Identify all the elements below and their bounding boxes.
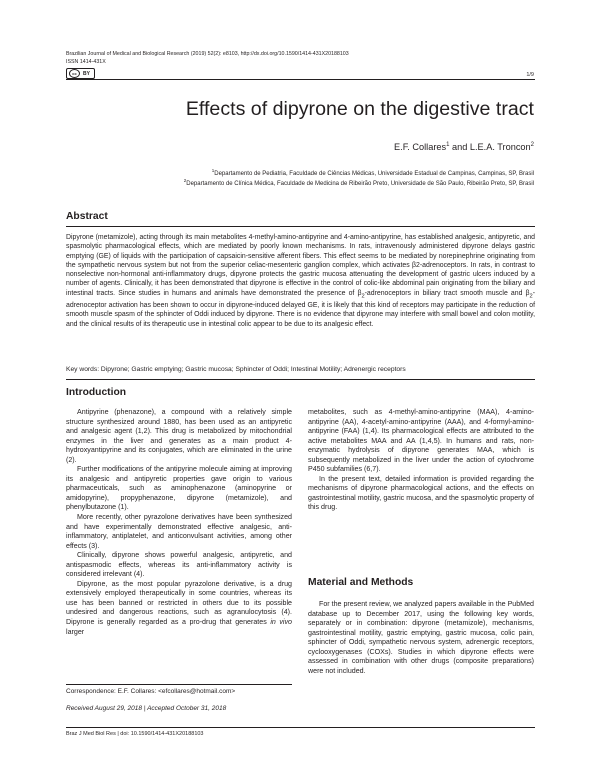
- abstract-divider: [66, 226, 535, 227]
- keywords: Key words: Dipyrone; Gastric emptying; Gastric mucosa; Sphincter of Oddi; Intestinal Motility; Adrenergic receptors: [66, 366, 406, 373]
- introduction-right-column: [308, 408, 534, 513]
- intro-paragraph-2: Further modifications of the antipyrine molecule aiming at improving its analgesic and antipyretic properties gave origin to various pharmaceuticals, such as aminophenazone (aminopyrine or amidopyrine), propyphenazone, dipyrone (metamizole), and phenylbutazone (1).: [66, 465, 292, 512]
- introduction-left-column: [66, 408, 292, 637]
- affiliation-2: [94, 176, 534, 190]
- methods-column: [308, 600, 534, 676]
- header-divider: [66, 79, 535, 80]
- journal-header: [66, 50, 349, 66]
- abstract-part-1: Dipyrone (metamizole), acting through its main metabolites 4-methyl-amino-antipyrine and 4-amino-antipyrine, has established analgesic, antipyretic, and spasmolytic pharmacological effects, which are mediated by poorly known mechanisms. In rats, intravenously administered dipyrone delays gastric emptying (GE) of liquids with the participation of capsaicin-sensitive afferent fibers. This effect seems to be mediated by norepinephrine originating from the sympathetic nervous system but not from the superior celiac-mesenteric ganglion complex, which activates β2-adrenoceptors. In rats, in contrast to nonselective non-hormonal anti-inflammatory drugs, dipyrone protects the gastric mucosa attenuating the development of gastric ulcers induced by a number of agents. Clinically, it has been demonstrated that dipyrone is effective in the control of colic-like abdominal pain originating from the biliary and intestinal tracts. Since studies in humans and animals have demonstrated the presence of β: [66, 234, 535, 297]
- introduction-heading: Introduction: [66, 387, 127, 398]
- affiliation-mark: 1: [211, 168, 215, 173]
- intro-paragraph-3: More recently, other pyrazolone derivatives have been synthesized and have experimentally demonstrated effective analgesic, anti-inflammatory, antiplatelet, and anticonvulsant activities, among other effects (3).: [66, 513, 292, 550]
- footer-citation: Braz J Med Biol Res | doi: 10.1590/1414-431X20188103: [66, 731, 204, 737]
- authors: [394, 142, 534, 152]
- journal-citation-line: Brazilian Journal of Medical and Biological Research (2019) 52(2): e8103, http://dx.doi.org/10.1590/1414-431X20188103: [66, 51, 349, 57]
- received-accepted-dates: Received August 29, 2018 | Accepted October 31, 2018: [66, 705, 227, 712]
- article-title: Effects of dipyrone on the digestive tract: [185, 98, 534, 120]
- intro-paragraph-4: Clinically, dipyrone shows powerful analgesic, antipyretic, and antispasmodic effects, whereas its anti-inflammatory activity is considered irrelevant (4).: [66, 551, 292, 579]
- author-1-affil-mark: 1: [446, 142, 450, 148]
- intro-paragraph-continued: metabolites, such as 4-methyl-amino-antipyrine (MAA), 4-amino-antipyrine (AA), 4-acetyl-amino-antipyrine (AAA), and 4-formyl-amino-antipyrine (FAA) (1,4). Its pharmacological effects are attributed to the active metabolites MAA and AA (1,4,5). In humans and rats, non-enzymatic hydrolysis of dipyrone generates MAA, which is subsequently metabolized in the liver under the action of cytochrome P450 subfamilies (6,7).: [308, 408, 534, 474]
- abstract-text: [66, 233, 535, 329]
- affiliation-text: Departamento de Pediatria, Faculdade de Ciências Médicas, Universidade Estadual de Campinas, Campinas, SP, Brasil: [214, 171, 534, 177]
- author-2-affil-mark: 2: [530, 142, 534, 148]
- cc-license-badge: [66, 68, 95, 79]
- abstract-part-3: -adrenoceptor activation has been shown to occur in dipyrone-induced delayed GE, it is likely that this kind of receptors may participate in the reduction of smooth muscle spasm of the sphincter of Oddi induced by dipyrone. There is no evidence that dipyrone may interfere with small bowel and colon motility, and the clinical results of its therapeutic use in intestinal colic appear to be due to its analgesic effect.: [66, 289, 535, 328]
- footer-divider: [66, 727, 535, 728]
- issn: ISSN 1414-431X: [66, 59, 106, 65]
- keywords-divider: [66, 379, 535, 380]
- creative-commons-icon: cc: [69, 69, 80, 78]
- footnote-divider: [66, 684, 292, 685]
- intro-p5-text-a: Dipyrone, as the most popular pyrazolone derivative, is a drug extensively employed therapeutically in some countries, whereas its use has been banned or restricted in others due to its possible undesired and dangerous reactions, such as agranulocytosis (4). Dipyrone is generally regarded as a pro-drug that generates: [66, 579, 292, 627]
- license-by-label: BY: [83, 70, 90, 77]
- page-number: 1/9: [526, 72, 534, 78]
- intro-paragraph-6: In the present text, detailed information is provided regarding the mechanisms of dipyrone pharmacological actions, and the effects on gastrointestinal motility, gastric mucosa, and the spasmolytic property of this drug.: [308, 474, 534, 512]
- abstract-part-2: -adrenoceptors in biliary tract smooth muscle and β: [364, 289, 530, 297]
- abstract-subscript-1: 2: [361, 292, 365, 299]
- intro-p5-text-b: larger: [66, 627, 85, 636]
- intro-paragraph-5: [66, 580, 292, 637]
- intro-p5-italic: in vivo: [270, 618, 293, 627]
- affiliation-mark: 2: [183, 178, 187, 183]
- correspondence: Correspondence: E.F. Collares: <efcollares@hotmail.com>: [66, 688, 236, 695]
- author-1: E.F. Collares: [394, 142, 447, 153]
- methods-heading: Material and Methods: [308, 577, 414, 588]
- methods-paragraph-1: For the present review, we analyzed papers available in the PubMed database up to December 2017, using the following key words, separately or in combination: dipyrone (metamizole), mechanisms, gastrointestinal motility, gastric emptying, gastric mucosa, colic pain, sphincter of Oddi, sympathetic nervous system, adrenergic receptors, cyclooxygenases (COXs). Studies in which dipyrone effects were assessed in combination with other drugs (composite preparations) were not included.: [308, 600, 534, 675]
- affiliation-text: Departamento de Clínica Médica, Faculdade de Medicina de Ribeirão Preto, Universidade de São Paulo, Ribeirão Preto, SP, Brasil: [186, 181, 534, 187]
- abstract-subscript-2: 2: [529, 292, 533, 299]
- author-2: and L.E.A. Troncon: [449, 142, 531, 153]
- intro-paragraph-1: Antipyrine (phenazone), a compound with a relatively simple structure synthesized around 1880, has been used as an antipyretic and analgesic agent (1,2). This drug is metabolized by mitochondrial enzymes in the liver and generates as a main product 4-hydroxyantipyrine and its conjugates, which are eliminated in the urine (2).: [66, 408, 292, 464]
- abstract-heading: Abstract: [66, 211, 108, 222]
